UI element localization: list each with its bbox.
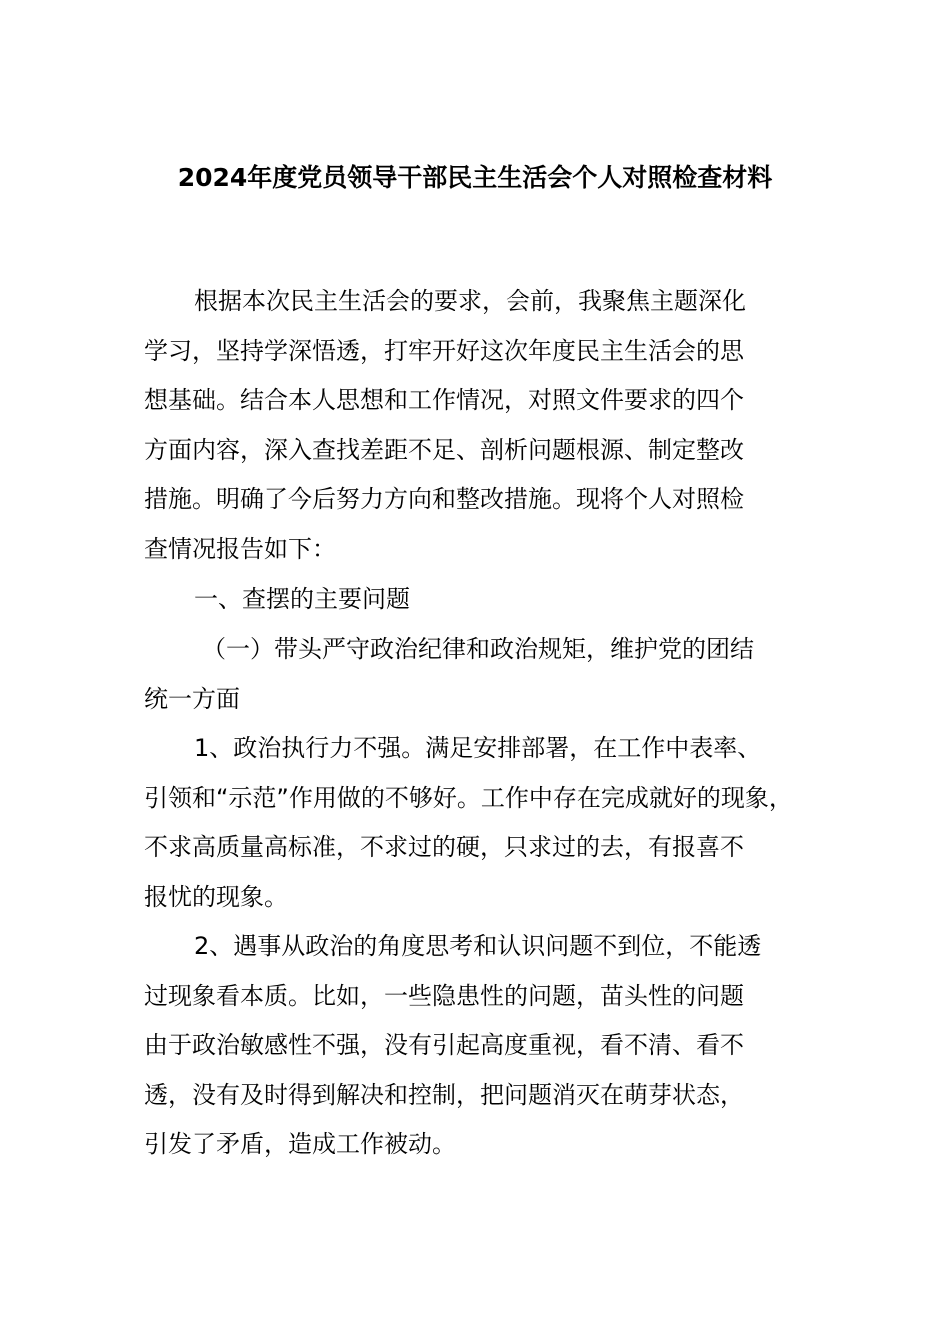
text-line: 2、遇事从政治的角度思考和认识问题不到位，不能透 [194,932,762,960]
text-line: 学习，坚持学深悟透，打牢开好这次年度民主生活会的思 [144,336,744,365]
text-line: 1、政治执行力不强。满足安排部署，在工作中表率、 [194,734,762,762]
text-line: 过现象看本质。比如，一些隐患性的问题，苗头性的问题 [144,981,744,1010]
text-line: 透，没有及时得到解决和控制，把问题消灭在萌芽状态， [144,1080,744,1109]
subsection-heading-1 [144,625,834,724]
text-line: 查情况报告如下： [144,534,336,563]
text-line: 不求高质量高标准，不求过的硬，只求过的去，有报喜不 [144,833,744,862]
text-line: 由于政治敏感性不强，没有引起高度重视，看不清、看不 [144,1031,744,1060]
item-paragraph-1 [144,724,834,922]
document-title: 2024年度党员领导干部民主生活会个人对照检查材料 [177,163,773,192]
text-line: 报忧的现象。 [144,882,288,911]
text-line: 引发了矛盾，造成工作被动。 [144,1130,456,1159]
intro-paragraph [144,277,834,575]
text-line: 想基础。结合本人思想和工作情况，对照文件要求的四个 [144,386,744,415]
section-heading-1 [144,575,834,625]
text-line: 措施。明确了今后努力方向和整改措施。现将个人对照检 [144,485,744,514]
item-paragraph-2 [144,922,834,1170]
text-line: 引领和“示范”作用做的不够好。工作中存在完成就好的现象， [144,783,793,812]
text-line: 根据本次民主生活会的要求，会前，我聚焦主题深化 [194,287,746,315]
text-line: 方面内容，深入查找差距不足、剖析问题根源、制定整改 [144,435,744,464]
text-line: 统一方面 [144,684,240,713]
text-line: （一）带头严守政治纪律和政治规矩，维护党的团结 [202,635,754,663]
heading-text: 一、查摆的主要问题 [194,585,410,613]
